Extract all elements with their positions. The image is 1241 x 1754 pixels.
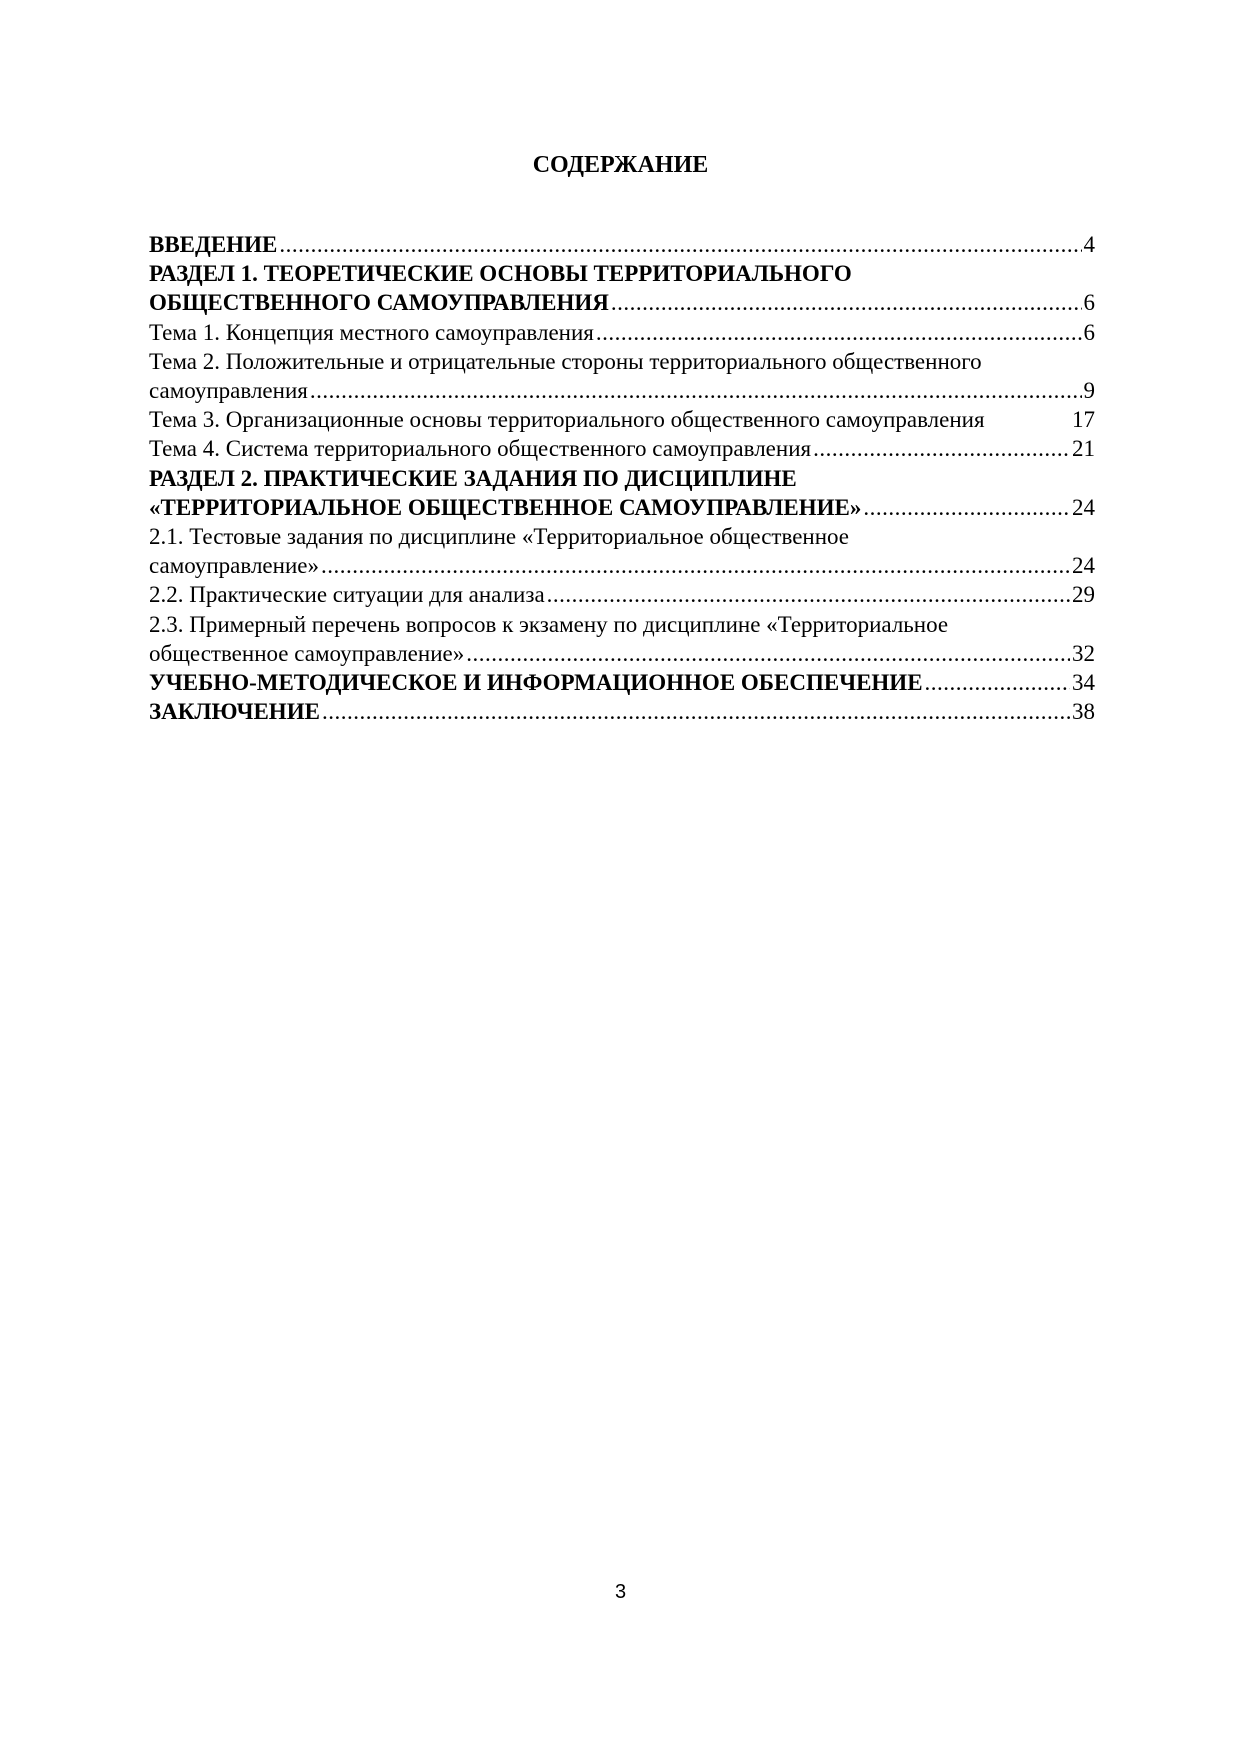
toc-entry-support[interactable] bbox=[149, 668, 1095, 697]
toc-entry-section-2[interactable] bbox=[149, 464, 1095, 522]
toc-entry-text: РАЗДЕЛ 2. ПРАКТИЧЕСКИЕ ЗАДАНИЯ ПО ДИСЦИПЛИНЕ bbox=[149, 465, 797, 491]
toc-page-number: 32 bbox=[1072, 640, 1095, 666]
toc-page-number: 9 bbox=[1083, 378, 1095, 404]
toc-entry-text: ЗАКЛЮЧЕНИЕ bbox=[149, 699, 320, 725]
toc-page-number: 6 bbox=[1083, 290, 1095, 316]
toc-entry-text: самоуправления bbox=[149, 378, 308, 404]
toc-entry-text: Тема 1. Концепция местного самоуправления bbox=[149, 319, 594, 345]
toc-page-number: 24 bbox=[1072, 553, 1095, 579]
toc-entry-text: Тема 3. Организационные основы территориального общественного самоуправления bbox=[149, 407, 985, 433]
dot-leader bbox=[466, 639, 1070, 668]
toc-page-number: 17 bbox=[1072, 407, 1095, 433]
toc-entry-text: общественное самоуправление» bbox=[149, 640, 465, 666]
toc-entry-text: 2.2. Практические ситуации для анализа bbox=[149, 582, 545, 608]
dot-leader bbox=[863, 493, 1070, 522]
toc-page-number: 38 bbox=[1072, 699, 1095, 725]
toc-entry-section-1[interactable] bbox=[149, 259, 1095, 317]
toc-page-number: 21 bbox=[1072, 436, 1095, 462]
toc-entry-introduction[interactable] bbox=[149, 230, 1095, 259]
toc-entry-topic-3[interactable] bbox=[149, 405, 1095, 434]
toc-entry-topic-2[interactable] bbox=[149, 347, 1095, 405]
toc-entry-conclusion[interactable] bbox=[149, 697, 1095, 726]
toc-page-number: 29 bbox=[1072, 582, 1095, 608]
dot-leader bbox=[925, 668, 1070, 697]
toc-entry-text: ОБЩЕСТВЕННОГО САМОУПРАВЛЕНИЯ bbox=[149, 290, 609, 316]
page-number: 3 bbox=[614, 1581, 627, 1603]
toc-entry-text: УЧЕБНО-МЕТОДИЧЕСКОЕ И ИНФОРМАЦИОННОЕ ОБЕСПЕЧЕНИЕ bbox=[149, 670, 923, 696]
toc-entry-item-2-2[interactable] bbox=[149, 580, 1095, 609]
toc-entry-text: РАЗДЕЛ 1. ТЕОРЕТИЧЕСКИЕ ОСНОВЫ ТЕРРИТОРИАЛЬНОГО bbox=[149, 261, 852, 287]
toc-entry-item-2-3[interactable] bbox=[149, 610, 1095, 668]
toc-entry-topic-1[interactable] bbox=[149, 318, 1095, 347]
dot-leader bbox=[547, 580, 1070, 609]
toc-page-number: 4 bbox=[1083, 232, 1095, 257]
toc-entry-text: 2.1. Тестовые задания по дисциплине «Территориальное общественное bbox=[149, 524, 850, 550]
dot-leader bbox=[279, 230, 1081, 259]
dot-leader bbox=[321, 551, 1070, 580]
toc-entry-text: ВВЕДЕНИЕ bbox=[149, 232, 278, 257]
toc-entry-text: Тема 4. Система территориального общественного самоуправления bbox=[149, 436, 812, 462]
toc-entry-topic-4[interactable] bbox=[149, 434, 1095, 463]
dot-leader bbox=[322, 697, 1070, 726]
dot-leader bbox=[310, 376, 1082, 405]
toc-page-number: 6 bbox=[1083, 319, 1095, 345]
toc-entry-item-2-1[interactable] bbox=[149, 522, 1095, 580]
toc-entry-text: самоуправление» bbox=[149, 553, 319, 579]
dot-leader bbox=[611, 288, 1082, 317]
toc-entry-text: «ТЕРРИТОРИАЛЬНОЕ ОБЩЕСТВЕННОЕ САМОУПРАВЛЕНИЕ» bbox=[149, 494, 862, 520]
table-of-contents bbox=[149, 230, 1095, 726]
toc-entry-text: 2.3. Примерный перечень вопросов к экзамену по дисциплине «Территориальное bbox=[149, 611, 949, 637]
toc-page-number: 24 bbox=[1072, 494, 1095, 520]
dot-leader bbox=[596, 318, 1082, 347]
dot-leader bbox=[813, 434, 1070, 463]
page-title: СОДЕРЖАНИЕ bbox=[532, 152, 709, 178]
toc-entry-text: Тема 2. Положительные и отрицательные стороны территориального общественного bbox=[149, 348, 982, 374]
toc-page-number: 34 bbox=[1072, 670, 1095, 696]
